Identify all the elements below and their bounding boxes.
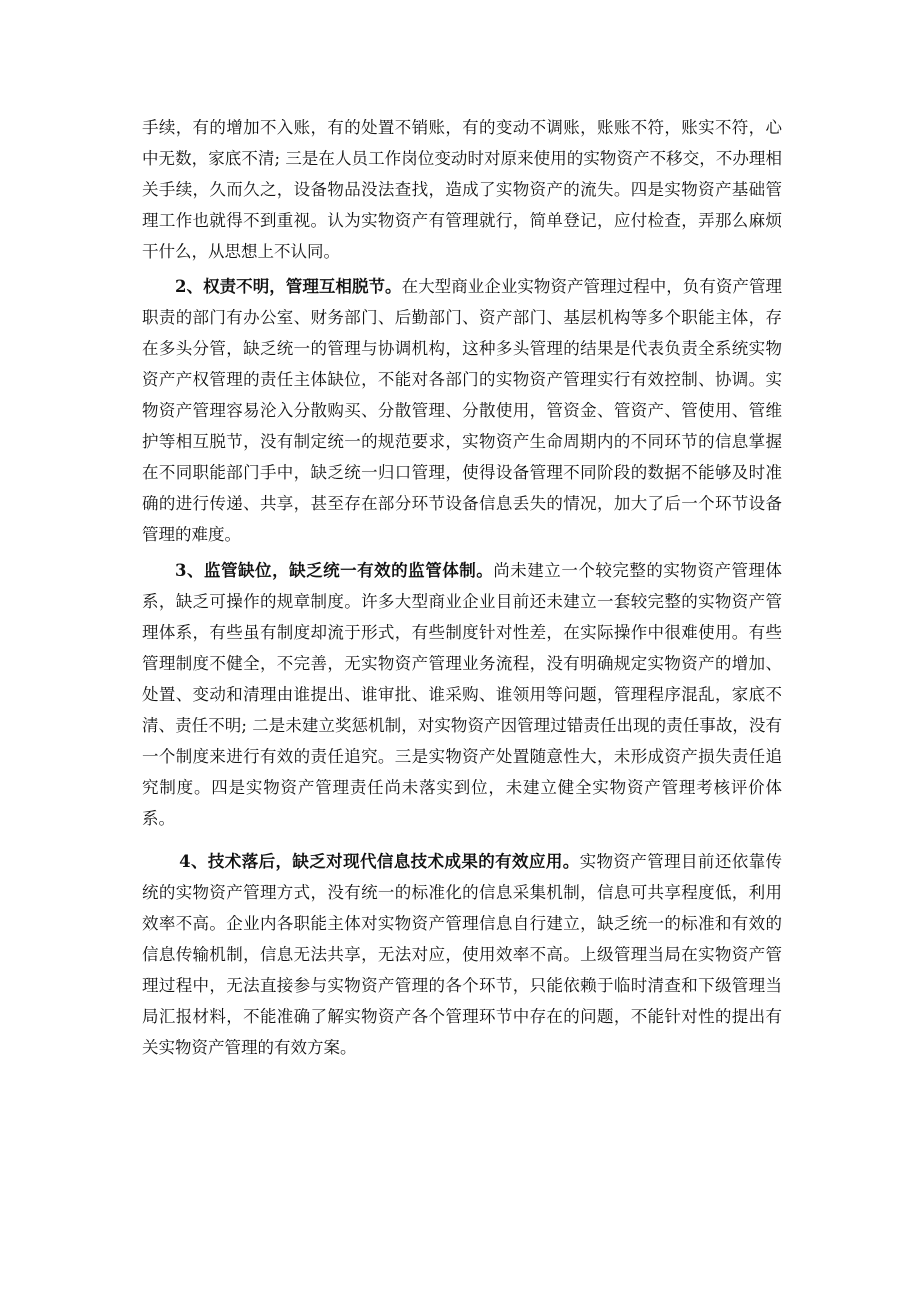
section-3-heading: 3、监管缺位，缺乏统一有效的监管体制。 xyxy=(175,561,494,580)
section-2-body: 在大型商业企业实物资产管理过程中，负有资产管理职责的部门有办公室、财务部门、后勤部门、资产部门、基层机构等多个职能主体，存在多头分管，缺乏统一的管理与协调机构，这种多头管理的结果是代表负责全系统实物资产产权管理的责任主体缺位，不能对各部门的实物资产管理实行有效控制、协调。实物资产管理容易沦入分散购买、分散管理、分散使用，管资金、管资产、管使用、管维护等相互脱节，没有制定统一的规范要求，实物资产生命周期内的不同环节的信息掌握在不同职能部门手中，缺乏统一归口管理，使得设备管理不同阶段的数据不能够及时准确的进行传递、共享，甚至存在部分环节设备信息丢失的情况，加大了后一个环节设备管理的难度。 xyxy=(142,277,783,544)
section-2-paragraph xyxy=(142,271,782,550)
section-2-heading: 2、权责不明，管理互相脱节。 xyxy=(175,277,402,296)
section-3-paragraph xyxy=(142,555,782,834)
document-page xyxy=(142,112,782,1063)
paragraph-continued: 手续，有的增加不入账，有的处置不销账，有的变动不调账，账账不符，账实不符，心中无数，家底不清; 三是在人员工作岗位变动时对原来使用的实物资产不移交，不办理相关手续，久而久之，设备物品没法查找，造成了实物资产的流失。四是实物资产基础管理工作也就得不到重视。认为实物资产有管理就行，简单登记，应付检查，弄那么麻烦干什么，从思想上不认同。 xyxy=(142,118,782,261)
section-4-body: 实物资产管理目前还依靠传统的实物资产管理方式，没有统一的标准化的信息采集机制，信息可共享程度低，利用效率不高。企业内各职能主体对实物资产管理信息自行建立，缺乏统一的标准和有效的信息传输机制，信息无法共享，无法对应，使用效率不高。上级管理当局在实物资产管理过程中，无法直接参与实物资产管理的各个环节，只能依赖于临时清查和下级管理当局汇报材料，不能准确了解实物资产各个管理环节中存在的问题，不能针对性的提出有关实物资产管理的有效方案。 xyxy=(142,852,783,1057)
section-3-body: 尚未建立一个较完整的实物资产管理体系，缺乏可操作的规章制度。许多大型商业企业目前还未建立一套较完整的实物资产管理体系，有些虽有制度却流于形式，有些制度针对性差，在实际操作中很难使用。有些管理制度不健全，不完善，无实物资产管理业务流程，没有明确规定实物资产的增加、处置、变动和清理由谁提出、谁审批、谁采购、谁领用等问题，管理程序混乱，家底不清、责任不明; 二是未建立奖惩机制，对实物资产因管理过错责任出现的责任事故，没有一个制度来进行有效的责任追究。三是实物资产处置随意性大，未形成资产损失责任追究制度。四是实物资产管理责任尚未落实到位，未建立健全实物资产管理考核评价体系。 xyxy=(142,561,783,828)
section-4-heading: 4、技术落后，缺乏对现代信息技术成果的有效应用。 xyxy=(179,852,580,871)
section-4-paragraph xyxy=(142,846,782,1063)
